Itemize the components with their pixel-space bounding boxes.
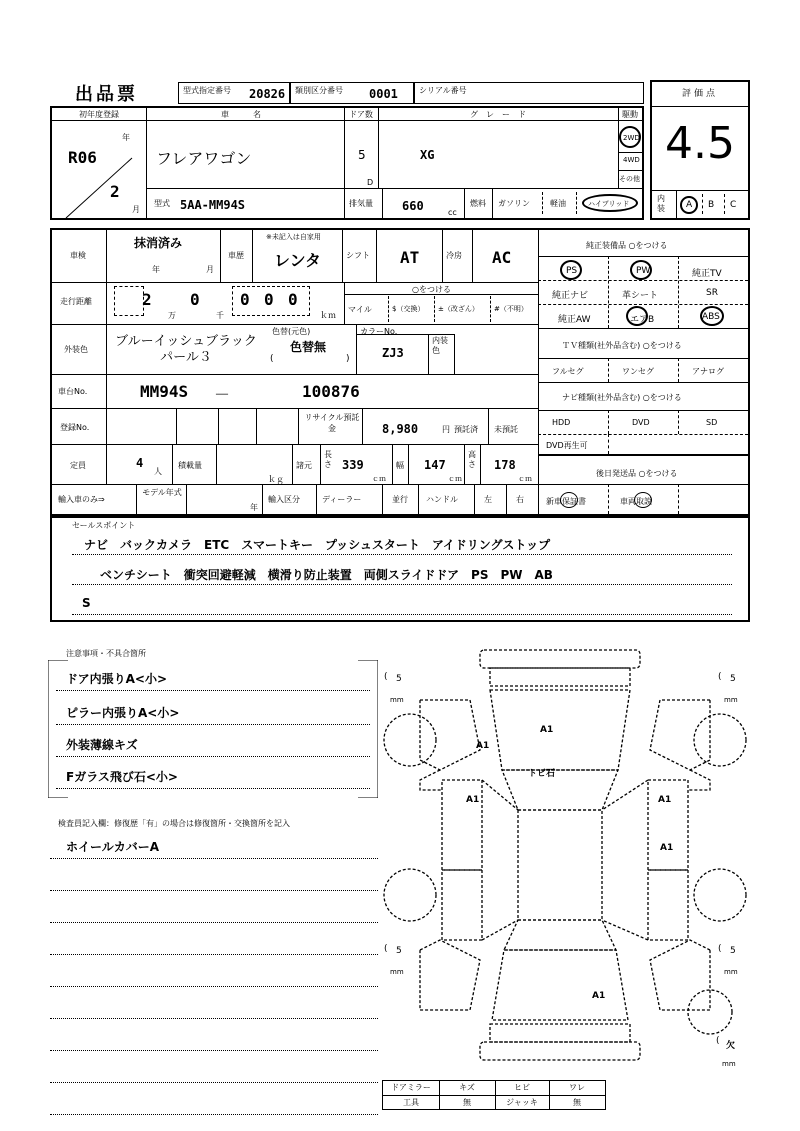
mileage-option-mile: マイル	[348, 305, 372, 314]
model-year-label: モデル年式	[142, 488, 182, 497]
grade-value: XG	[420, 148, 435, 162]
color-change-paren-close: )	[346, 354, 350, 364]
details-block	[50, 228, 750, 516]
first-reg-month: 2	[110, 182, 120, 201]
drive-2wd: 2WD	[623, 134, 640, 142]
displacement-value: 660	[402, 199, 424, 213]
sales-point-line-1: ナビ バックカメラ ETC スマートキー プッシュスタート アイドリングストップ	[84, 538, 551, 552]
inspector-line	[50, 1082, 378, 1083]
inspection-month-unit: 月	[206, 265, 214, 274]
tread-front-right-unit: mm	[724, 696, 738, 704]
import-option-handle: ハンドル	[426, 495, 458, 504]
dimensions-label: 諸元	[296, 461, 312, 470]
mileage-digit-3: 0	[240, 290, 250, 309]
inspector-line	[50, 986, 378, 987]
mileage-digit-box-1	[114, 286, 144, 316]
color-change-value: 色替無	[290, 340, 327, 354]
color-code-value: ZJ3	[382, 346, 404, 360]
car-name-value: フレアワゴン	[156, 149, 252, 168]
tv-fullseg: フルセグ	[552, 367, 584, 376]
genuine-equipment-label: 純正装備品 ○をつける	[586, 241, 668, 250]
note-line-2: ピラー内張りA<小>	[66, 706, 180, 720]
width-unit: ｃｍ	[448, 475, 462, 483]
damage-mark-windshield: トビ石	[528, 769, 556, 779]
displacement-label: 排気量	[349, 199, 373, 208]
mileage-option-tampered: ±（改ざん）	[438, 305, 479, 313]
doors-value: 5	[358, 148, 366, 162]
equip-genuine-navi: 純正ナビ	[552, 291, 589, 301]
serial-number-box	[414, 82, 644, 104]
later-manual: 車両取説	[620, 497, 652, 506]
mileage-mark-label: ○をつける	[412, 285, 451, 294]
mileage-man-unit: 万	[168, 311, 176, 320]
chassis-dash: －	[214, 385, 231, 404]
recycle-value: 8,980	[382, 422, 419, 436]
doors-suffix: D	[367, 178, 374, 187]
score-label: 評価点	[681, 89, 718, 99]
inspector-line-1: ホイールカバーA	[66, 840, 160, 854]
mileage-digit-5: 0	[288, 290, 298, 309]
inspector-line	[50, 1114, 378, 1115]
sales-points-label: セールスポイント	[72, 521, 136, 530]
page-title: 出品票	[75, 84, 138, 105]
score-value: 4.5	[665, 118, 735, 169]
import-option-dealer: ディーラー	[322, 495, 362, 504]
interior-grade-c: C	[730, 200, 737, 210]
interior-grade-a: A	[686, 200, 693, 210]
damage-mark-right-door-rear: A1	[660, 843, 674, 853]
model-value: 5AA-MM94S	[180, 198, 246, 212]
equip-pw: PW	[636, 266, 651, 276]
mileage-digit-1: 2	[142, 290, 152, 309]
tools-value-scratch: 無	[463, 1098, 471, 1107]
first-reg-label: 初年度登録	[79, 109, 119, 119]
color-change-paren-open: (	[270, 354, 274, 364]
inspection-year-unit: 年	[152, 265, 160, 274]
drive-label: 駆動	[622, 109, 638, 119]
tools-header-mirror: ドアミラー	[391, 1083, 431, 1092]
history-label: 車歴	[228, 251, 244, 260]
recycle-not-deposited: 未預託	[494, 425, 518, 434]
drive-2wd-circle	[619, 126, 641, 148]
fuel-hybrid-circle	[582, 194, 638, 212]
import-type-label: 輸入区分	[268, 495, 300, 504]
grade-label: グ レ ー ド	[470, 109, 526, 119]
inspector-line	[50, 1018, 378, 1019]
mileage-sen-unit: 千	[216, 311, 224, 320]
ac-value: AC	[492, 248, 512, 267]
damage-mark-left-front: A1	[476, 741, 490, 751]
history-value: レンタ	[274, 251, 321, 270]
height-label: 高さ	[468, 450, 476, 469]
mileage-digit-4: 0	[264, 290, 274, 309]
damage-mark-rear-bumper: A1	[592, 991, 606, 1001]
tread-bracket-open: (	[718, 672, 722, 682]
drive-other: その他	[619, 175, 640, 183]
later-warranty: 新車保証書	[546, 497, 586, 506]
color-value: ブルーイッシュブラックパール３	[115, 334, 257, 365]
fuel-gasoline: ガソリン	[498, 199, 530, 208]
fuel-hybrid: ハイブリッド	[588, 200, 630, 208]
mileage-label: 走行距離	[60, 297, 92, 306]
tread-bracket-open: (	[384, 944, 388, 954]
fuel-label: 燃料	[470, 199, 486, 208]
navi-type-label: ナビ種類(社外品含む) ○をつける	[562, 393, 682, 402]
tools-header-scratch: キズ	[459, 1083, 475, 1092]
equip-genuine-aw: 純正AW	[558, 315, 591, 325]
tv-type-label: ＴＶ種類(社外品含む) ○をつける	[562, 341, 682, 350]
mileage-option-exchanged: $（交換）	[392, 305, 425, 313]
color-label: 外装色	[64, 345, 88, 354]
displacement-unit: cc	[448, 208, 457, 217]
model-year-unit: 年	[250, 503, 258, 512]
sales-points-box	[50, 516, 750, 622]
tread-rear-left	[384, 944, 416, 978]
sales-point-line-3: S	[82, 596, 91, 610]
mileage-digit-2: 0	[190, 290, 200, 309]
recycle-unit: 円	[442, 425, 450, 434]
import-option-parallel: 並行	[392, 495, 408, 504]
tread-front-left-unit: mm	[390, 696, 404, 704]
tread-rear-right	[718, 944, 750, 978]
serial-number-label: シリアル番号	[419, 86, 467, 95]
width-value: 147	[424, 458, 446, 472]
class-number-value: 0001	[369, 87, 398, 101]
shift-value: AT	[400, 248, 420, 267]
drive-4wd: 4WD	[623, 156, 640, 164]
mileage-option-unknown: #（不明）	[494, 305, 528, 313]
fuel-diesel: 軽油	[550, 199, 566, 208]
navi-hdd: HDD	[552, 418, 571, 427]
later-shipment-label: 後日発送品 ○をつける	[596, 469, 678, 478]
note-line-4: Fガラス飛び石<小>	[66, 770, 178, 784]
color-change-label: 色替(元色)	[272, 327, 311, 336]
tools-value-tools: 工具	[403, 1098, 419, 1107]
length-unit: ｃｍ	[372, 475, 386, 483]
note-line-1: ドア内張りA<小>	[66, 672, 168, 686]
tools-header-crack: ヒビ	[514, 1083, 530, 1092]
load-label: 積載量	[178, 461, 202, 470]
inspector-label: 検査員記入欄：修復歴「有」の場合は修復箇所・交換箇所を記入	[58, 819, 290, 828]
inspector-line	[50, 922, 378, 923]
vehicle-block	[50, 106, 644, 220]
chassis-label: 車台No.	[58, 387, 88, 396]
reg-no-label: 登録No.	[60, 423, 90, 432]
tv-analog: アナログ	[692, 367, 724, 376]
notes-box	[48, 660, 378, 798]
tools-table	[382, 1080, 606, 1110]
color-code-label: カラーNo.	[360, 327, 398, 336]
import-option-right: 右	[516, 495, 524, 504]
navi-sd: SD	[706, 418, 718, 427]
equip-airbag: エアB	[630, 315, 655, 325]
height-unit: ｃｍ	[518, 475, 532, 483]
damage-mark-left-door-front: A1	[466, 795, 480, 805]
model-label: 型式	[154, 199, 170, 208]
tread-front-left-value: 5	[396, 674, 402, 684]
equip-airbag-circle	[626, 306, 648, 326]
spare-tire-unit: mm	[722, 1060, 736, 1068]
notes-label: 注意事項・不具合箇所	[66, 649, 146, 658]
tread-front-left	[384, 672, 416, 706]
chassis-prefix: MM94S	[140, 382, 189, 401]
model-designation-box	[178, 82, 290, 104]
tv-oneseg: ワンセグ	[622, 367, 654, 376]
chassis-number: 100876	[302, 382, 360, 401]
car-diagram	[380, 640, 750, 1080]
capacity-value: 4	[136, 456, 144, 470]
interior-grade-b: B	[708, 200, 715, 210]
tread-bracket-open: (	[718, 944, 722, 954]
capacity-label: 定員	[70, 461, 86, 470]
import-option-left: 左	[484, 495, 492, 504]
ac-label: 冷房	[446, 251, 462, 260]
recycle-deposited: 預託済	[454, 425, 478, 434]
capacity-unit: 人	[154, 467, 162, 476]
tread-rear-left-unit: mm	[390, 968, 404, 976]
navi-dvd-playback: DVD再生可	[546, 441, 588, 450]
equip-pw-circle	[630, 260, 652, 280]
tread-rear-right-unit: mm	[724, 968, 738, 976]
import-label: 輸入車のみ⇒	[58, 495, 105, 504]
load-unit: ｋｇ	[268, 475, 284, 484]
first-reg-year-unit: 年	[122, 133, 130, 142]
equip-leather-seat: 革シート	[622, 291, 659, 301]
inspector-line	[50, 1050, 378, 1051]
spare-tire-status	[716, 1036, 748, 1070]
length-label: 長さ	[324, 450, 332, 469]
tread-rear-right-value: 5	[730, 946, 736, 956]
inspection-value: 抹消済み	[134, 236, 183, 250]
inspector-line	[50, 858, 378, 859]
height-value: 178	[494, 458, 516, 472]
equip-sunroof: SR	[706, 288, 718, 298]
first-reg-year: R06	[68, 148, 97, 167]
sales-point-line-2: ベンチシート 衝突回避軽減 横滑り防止装置 両側スライドドア PS PW AB	[100, 568, 553, 582]
equip-genuine-tv: 純正TV	[692, 269, 722, 279]
score-box	[650, 80, 750, 220]
interior-grade-label: 内装	[657, 194, 665, 213]
damage-mark-hood: A1	[540, 725, 554, 735]
class-number-box	[290, 82, 414, 104]
shift-label: シフト	[346, 251, 370, 260]
tools-header-break: ワレ	[569, 1083, 585, 1092]
length-value: 339	[342, 458, 364, 472]
mileage-km-unit: ｋｍ	[320, 311, 336, 320]
equip-ps: PS	[566, 266, 578, 276]
tread-front-right-value: 5	[730, 674, 736, 684]
model-designation-value: 20826	[249, 87, 286, 101]
recycle-label: リサイクル預託金	[304, 413, 360, 433]
history-note: ※未記入は自家用	[266, 233, 321, 241]
equip-abs: ABS	[702, 312, 720, 322]
tools-value-break: 無	[573, 1098, 581, 1107]
navi-dvd: DVD	[632, 418, 650, 427]
note-line-3: 外装薄線キズ	[66, 738, 138, 752]
spare-tire-value: 欠	[726, 1041, 736, 1051]
tread-rear-left-value: 5	[396, 946, 402, 956]
first-reg-month-unit: 月	[132, 205, 140, 214]
inspector-line	[50, 954, 378, 955]
width-label: 幅	[396, 461, 404, 470]
tread-bracket-open: (	[384, 672, 388, 682]
class-number-label: 類別区分番号	[295, 86, 343, 95]
car-name-label: 車 名	[221, 109, 269, 119]
inspection-label: 車検	[70, 251, 86, 260]
spare-bracket-open: (	[716, 1036, 720, 1046]
equip-abs-circle	[700, 306, 724, 326]
doors-label: ドア数	[349, 109, 373, 119]
damage-mark-right-door-front: A1	[658, 795, 672, 805]
tools-value-jack: ジャッキ	[506, 1098, 538, 1107]
interior-color-label: 内装色	[432, 336, 448, 355]
later-manual-circle	[634, 492, 652, 508]
inspector-line	[50, 890, 378, 891]
tread-front-right	[718, 672, 750, 706]
equip-ps-circle	[560, 260, 582, 280]
interior-grade-circle	[680, 196, 698, 214]
later-warranty-circle	[560, 492, 578, 508]
model-designation-label: 型式指定番号	[183, 86, 231, 95]
